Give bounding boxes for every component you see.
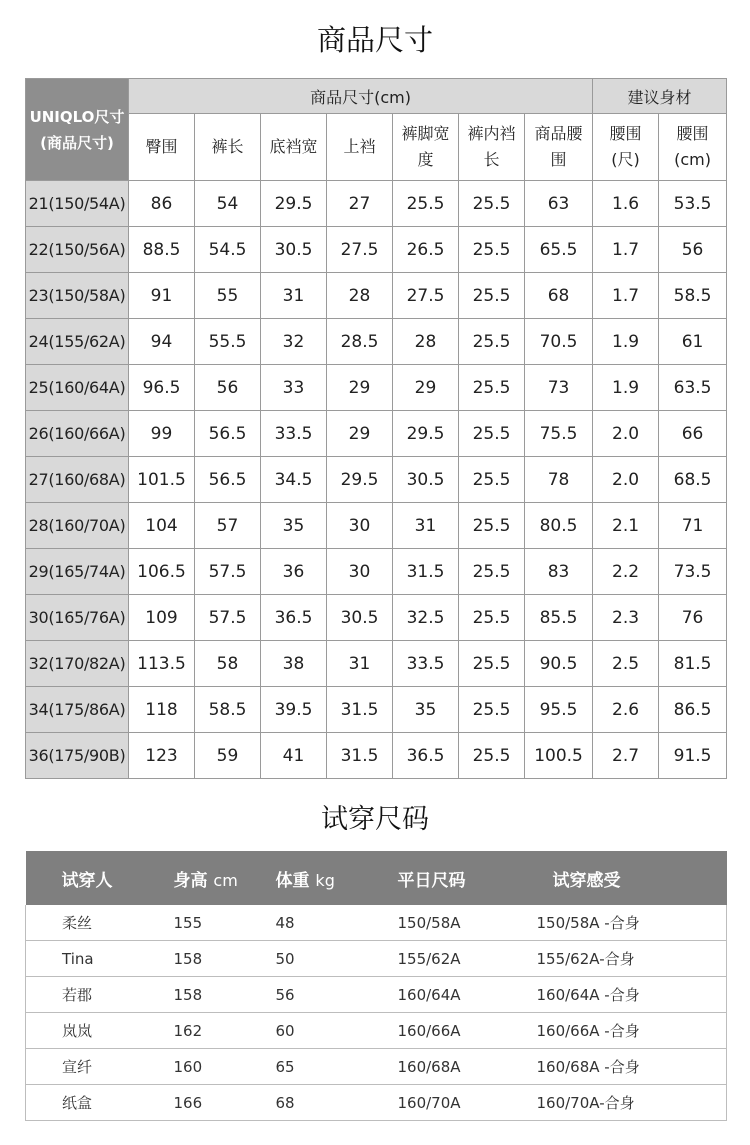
size-value-cell: 56 bbox=[195, 365, 261, 411]
size-row bbox=[26, 733, 727, 779]
size-value-cell: 38 bbox=[261, 641, 327, 687]
column-header-line: 底裆宽 bbox=[269, 137, 318, 156]
size-value-cell: 29 bbox=[327, 365, 393, 411]
size-value-cell: 29.5 bbox=[393, 411, 459, 457]
size-label-cell: 36(175/90B) bbox=[26, 733, 129, 779]
size-value-cell: 30 bbox=[327, 503, 393, 549]
size-label-cell: 32(170/82A) bbox=[26, 641, 129, 687]
size-value-cell: 31 bbox=[261, 273, 327, 319]
size-label-cell: 21(150/54A) bbox=[26, 181, 129, 227]
size-column-header bbox=[659, 114, 727, 181]
size-row bbox=[26, 319, 727, 365]
size-row bbox=[26, 457, 727, 503]
size-value-cell: 29.5 bbox=[261, 181, 327, 227]
size-value-cell: 123 bbox=[129, 733, 195, 779]
tryon-cell-feeling: 160/68A -合身 bbox=[531, 1049, 727, 1085]
size-value-cell: 25.5 bbox=[459, 181, 525, 227]
size-value-cell: 75.5 bbox=[525, 411, 593, 457]
tryon-cell-feeling: 150/58A -合身 bbox=[531, 905, 727, 941]
size-label-cell: 22(150/56A) bbox=[26, 227, 129, 273]
tryon-cell-weight: 65 bbox=[256, 1049, 368, 1085]
size-column-header bbox=[327, 114, 393, 181]
size-row bbox=[26, 595, 727, 641]
size-value-cell: 34.5 bbox=[261, 457, 327, 503]
size-label-cell: 30(165/76A) bbox=[26, 595, 129, 641]
size-label-cell: 24(155/62A) bbox=[26, 319, 129, 365]
size-value-cell: 41 bbox=[261, 733, 327, 779]
size-value-cell: 32.5 bbox=[393, 595, 459, 641]
size-label-cell: 23(150/58A) bbox=[26, 273, 129, 319]
size-value-cell: 85.5 bbox=[525, 595, 593, 641]
column-header-line: 腰围 bbox=[609, 124, 642, 143]
size-value-cell: 59 bbox=[195, 733, 261, 779]
size-value-cell: 25.5 bbox=[459, 733, 525, 779]
tryon-cell-usual-size: 150/58A bbox=[368, 905, 531, 941]
tryon-cell-person: 纸盒 bbox=[26, 1085, 152, 1121]
size-value-cell: 2.0 bbox=[593, 411, 659, 457]
size-value-cell: 56.5 bbox=[195, 411, 261, 457]
column-header-line: (cm) bbox=[674, 150, 711, 169]
size-value-cell: 65.5 bbox=[525, 227, 593, 273]
size-value-cell: 36.5 bbox=[261, 595, 327, 641]
size-value-cell: 31 bbox=[327, 641, 393, 687]
size-value-cell: 26.5 bbox=[393, 227, 459, 273]
size-value-cell: 61 bbox=[659, 319, 727, 365]
suggested-body-group-header: 建议身材 bbox=[593, 79, 727, 114]
tryon-table bbox=[25, 851, 727, 1121]
size-column-header bbox=[525, 114, 593, 181]
size-value-cell: 29 bbox=[327, 411, 393, 457]
size-value-cell: 66 bbox=[659, 411, 727, 457]
size-row bbox=[26, 549, 727, 595]
size-column-header bbox=[393, 114, 459, 181]
column-header-line: 裤内裆 bbox=[467, 124, 516, 143]
size-value-cell: 2.2 bbox=[593, 549, 659, 595]
tryon-row bbox=[26, 1013, 727, 1049]
size-value-cell: 53.5 bbox=[659, 181, 727, 227]
size-value-cell: 25.5 bbox=[459, 503, 525, 549]
tryon-header-person: 试穿人 bbox=[26, 851, 152, 905]
size-value-cell: 25.5 bbox=[459, 365, 525, 411]
column-header-line: 度 bbox=[417, 150, 434, 169]
column-header-line: (尺) bbox=[611, 150, 640, 169]
size-value-cell: 36.5 bbox=[393, 733, 459, 779]
size-value-cell: 91 bbox=[129, 273, 195, 319]
size-value-cell: 25.5 bbox=[459, 641, 525, 687]
column-header-line: 上裆 bbox=[343, 137, 376, 156]
size-value-cell: 86 bbox=[129, 181, 195, 227]
size-value-cell: 36 bbox=[261, 549, 327, 595]
size-value-cell: 99 bbox=[129, 411, 195, 457]
tryon-cell-height: 155 bbox=[152, 905, 256, 941]
tryon-cell-person: 岚岚 bbox=[26, 1013, 152, 1049]
size-value-cell: 25.5 bbox=[459, 319, 525, 365]
size-value-cell: 30.5 bbox=[261, 227, 327, 273]
size-column-header bbox=[593, 114, 659, 181]
size-value-cell: 73 bbox=[525, 365, 593, 411]
size-label-cell: 26(160/66A) bbox=[26, 411, 129, 457]
tryon-cell-feeling: 160/64A -合身 bbox=[531, 977, 727, 1013]
size-value-cell: 1.7 bbox=[593, 273, 659, 319]
size-value-cell: 32 bbox=[261, 319, 327, 365]
size-value-cell: 95.5 bbox=[525, 687, 593, 733]
size-row bbox=[26, 273, 727, 319]
tryon-title: 试穿尺码 bbox=[321, 804, 429, 835]
size-value-cell: 25.5 bbox=[459, 411, 525, 457]
size-value-cell: 1.9 bbox=[593, 365, 659, 411]
size-row bbox=[26, 365, 727, 411]
size-value-cell: 54.5 bbox=[195, 227, 261, 273]
size-value-cell: 73.5 bbox=[659, 549, 727, 595]
size-value-cell: 33 bbox=[261, 365, 327, 411]
size-value-cell: 88.5 bbox=[129, 227, 195, 273]
size-chart-table bbox=[25, 78, 727, 779]
column-header-line: 裤脚宽 bbox=[401, 124, 450, 143]
size-value-cell: 57.5 bbox=[195, 549, 261, 595]
tryon-cell-person: Tina bbox=[26, 941, 152, 977]
size-value-cell: 28 bbox=[393, 319, 459, 365]
size-value-cell: 27 bbox=[327, 181, 393, 227]
size-value-cell: 1.6 bbox=[593, 181, 659, 227]
size-value-cell: 106.5 bbox=[129, 549, 195, 595]
size-row bbox=[26, 411, 727, 457]
size-value-cell: 81.5 bbox=[659, 641, 727, 687]
size-value-cell: 2.6 bbox=[593, 687, 659, 733]
size-value-cell: 86.5 bbox=[659, 687, 727, 733]
size-row bbox=[26, 641, 727, 687]
size-value-cell: 25.5 bbox=[459, 273, 525, 319]
size-value-cell: 28 bbox=[327, 273, 393, 319]
size-value-cell: 113.5 bbox=[129, 641, 195, 687]
size-value-cell: 80.5 bbox=[525, 503, 593, 549]
size-value-cell: 25.5 bbox=[459, 457, 525, 503]
tryon-header-usual-size: 平日尺码 bbox=[368, 851, 531, 905]
size-value-cell: 94 bbox=[129, 319, 195, 365]
tryon-cell-height: 166 bbox=[152, 1085, 256, 1121]
size-value-cell: 30 bbox=[327, 549, 393, 595]
size-value-cell: 68.5 bbox=[659, 457, 727, 503]
size-value-cell: 35 bbox=[261, 503, 327, 549]
tryon-cell-feeling: 155/62A-合身 bbox=[531, 941, 727, 977]
size-value-cell: 58.5 bbox=[195, 687, 261, 733]
column-header-line: 腰围 bbox=[676, 124, 709, 143]
size-value-cell: 78 bbox=[525, 457, 593, 503]
tryon-cell-usual-size: 160/68A bbox=[368, 1049, 531, 1085]
size-value-cell: 1.9 bbox=[593, 319, 659, 365]
tryon-cell-height: 160 bbox=[152, 1049, 256, 1085]
tryon-cell-height: 162 bbox=[152, 1013, 256, 1049]
size-value-cell: 2.5 bbox=[593, 641, 659, 687]
tryon-cell-person: 若郡 bbox=[26, 977, 152, 1013]
size-value-cell: 2.1 bbox=[593, 503, 659, 549]
tryon-row bbox=[26, 905, 727, 941]
size-value-cell: 35 bbox=[393, 687, 459, 733]
size-value-cell: 91.5 bbox=[659, 733, 727, 779]
tryon-cell-height: 158 bbox=[152, 977, 256, 1013]
size-value-cell: 54 bbox=[195, 181, 261, 227]
tryon-cell-height: 158 bbox=[152, 941, 256, 977]
size-value-cell: 31 bbox=[393, 503, 459, 549]
size-value-cell: 57 bbox=[195, 503, 261, 549]
size-value-cell: 118 bbox=[129, 687, 195, 733]
size-row bbox=[26, 687, 727, 733]
size-value-cell: 1.7 bbox=[593, 227, 659, 273]
size-label-cell: 29(165/74A) bbox=[26, 549, 129, 595]
size-value-cell: 39.5 bbox=[261, 687, 327, 733]
size-value-cell: 25.5 bbox=[459, 687, 525, 733]
size-row bbox=[26, 181, 727, 227]
tryon-row bbox=[26, 1049, 727, 1085]
size-value-cell: 63 bbox=[525, 181, 593, 227]
size-value-cell: 57.5 bbox=[195, 595, 261, 641]
size-value-cell: 31.5 bbox=[393, 549, 459, 595]
size-value-cell: 25.5 bbox=[459, 549, 525, 595]
corner-label-line2: (商品尺寸) bbox=[40, 133, 114, 152]
size-value-cell: 101.5 bbox=[129, 457, 195, 503]
size-value-cell: 33.5 bbox=[261, 411, 327, 457]
size-row bbox=[26, 227, 727, 273]
tryon-cell-weight: 56 bbox=[256, 977, 368, 1013]
size-value-cell: 71 bbox=[659, 503, 727, 549]
size-label-cell: 28(160/70A) bbox=[26, 503, 129, 549]
tryon-cell-weight: 68 bbox=[256, 1085, 368, 1121]
size-corner-header bbox=[26, 79, 129, 181]
column-header-line: 臀围 bbox=[145, 137, 178, 156]
size-value-cell: 29 bbox=[393, 365, 459, 411]
size-value-cell: 25.5 bbox=[459, 595, 525, 641]
size-value-cell: 31.5 bbox=[327, 733, 393, 779]
tryon-header-feeling: 试穿感受 bbox=[531, 851, 727, 905]
size-value-cell: 96.5 bbox=[129, 365, 195, 411]
tryon-row bbox=[26, 977, 727, 1013]
size-value-cell: 68 bbox=[525, 273, 593, 319]
size-value-cell: 109 bbox=[129, 595, 195, 641]
tryon-cell-feeling: 160/70A-合身 bbox=[531, 1085, 727, 1121]
tryon-cell-feeling: 160/66A -合身 bbox=[531, 1013, 727, 1049]
size-value-cell: 2.0 bbox=[593, 457, 659, 503]
column-header-line: 长 bbox=[483, 150, 500, 169]
size-label-cell: 27(160/68A) bbox=[26, 457, 129, 503]
size-value-cell: 2.3 bbox=[593, 595, 659, 641]
size-value-cell: 55.5 bbox=[195, 319, 261, 365]
size-value-cell: 104 bbox=[129, 503, 195, 549]
tryon-cell-person: 柔丝 bbox=[26, 905, 152, 941]
corner-label-line1: UNIQLO尺寸 bbox=[29, 107, 125, 126]
size-value-cell: 30.5 bbox=[393, 457, 459, 503]
size-column-header bbox=[129, 114, 195, 181]
size-value-cell: 2.7 bbox=[593, 733, 659, 779]
size-row bbox=[26, 503, 727, 549]
tryon-header-height: 身高 cm bbox=[152, 851, 256, 905]
size-value-cell: 28.5 bbox=[327, 319, 393, 365]
size-value-cell: 30.5 bbox=[327, 595, 393, 641]
size-value-cell: 100.5 bbox=[525, 733, 593, 779]
size-value-cell: 56.5 bbox=[195, 457, 261, 503]
tryon-row bbox=[26, 941, 727, 977]
tryon-cell-usual-size: 160/64A bbox=[368, 977, 531, 1013]
column-header-line: 围 bbox=[550, 150, 567, 169]
tryon-cell-person: 宣纤 bbox=[26, 1049, 152, 1085]
tryon-cell-usual-size: 160/66A bbox=[368, 1013, 531, 1049]
size-value-cell: 83 bbox=[525, 549, 593, 595]
size-value-cell: 27.5 bbox=[393, 273, 459, 319]
size-chart-title: 商品尺寸 bbox=[316, 23, 433, 57]
size-value-cell: 76 bbox=[659, 595, 727, 641]
tryon-header-weight: 体重 kg bbox=[256, 851, 368, 905]
size-value-cell: 25.5 bbox=[393, 181, 459, 227]
size-value-cell: 58.5 bbox=[659, 273, 727, 319]
tryon-cell-usual-size: 160/70A bbox=[368, 1085, 531, 1121]
size-column-header bbox=[261, 114, 327, 181]
size-value-cell: 70.5 bbox=[525, 319, 593, 365]
tryon-cell-weight: 60 bbox=[256, 1013, 368, 1049]
size-value-cell: 56 bbox=[659, 227, 727, 273]
column-header-line: 裤长 bbox=[211, 137, 244, 156]
size-column-header bbox=[459, 114, 525, 181]
tryon-cell-weight: 50 bbox=[256, 941, 368, 977]
product-size-group-header: 商品尺寸(cm) bbox=[129, 79, 593, 114]
size-value-cell: 27.5 bbox=[327, 227, 393, 273]
size-value-cell: 90.5 bbox=[525, 641, 593, 687]
tryon-row bbox=[26, 1085, 727, 1121]
column-header-line: 商品腰 bbox=[534, 124, 583, 143]
size-value-cell: 55 bbox=[195, 273, 261, 319]
size-value-cell: 29.5 bbox=[327, 457, 393, 503]
size-value-cell: 31.5 bbox=[327, 687, 393, 733]
size-label-cell: 34(175/86A) bbox=[26, 687, 129, 733]
size-value-cell: 25.5 bbox=[459, 227, 525, 273]
size-value-cell: 33.5 bbox=[393, 641, 459, 687]
size-value-cell: 63.5 bbox=[659, 365, 727, 411]
size-value-cell: 58 bbox=[195, 641, 261, 687]
size-label-cell: 25(160/64A) bbox=[26, 365, 129, 411]
size-column-header bbox=[195, 114, 261, 181]
tryon-cell-usual-size: 155/62A bbox=[368, 941, 531, 977]
tryon-cell-weight: 48 bbox=[256, 905, 368, 941]
